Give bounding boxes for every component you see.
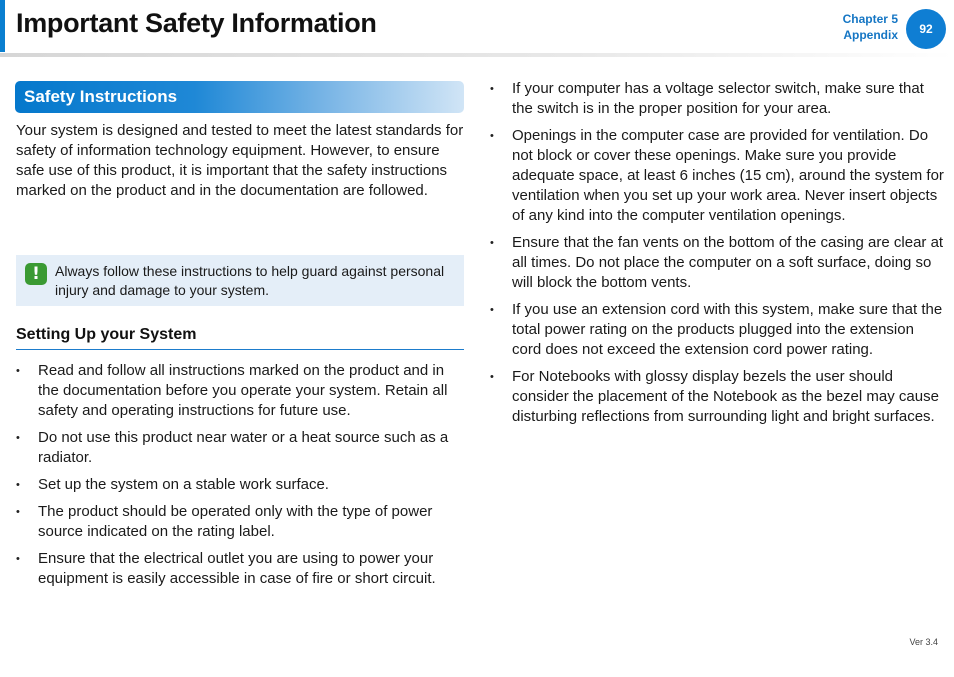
appendix-label: Appendix: [843, 28, 898, 42]
chapter-label: Chapter 5: [842, 12, 898, 26]
subsection-title: Setting Up your System: [16, 326, 197, 343]
page-number-badge: 92: [906, 9, 946, 49]
list-item: • Ensure that the fan vents on the bottom of the casing are clear at all times. Do not place the computer on a soft surface, doing so will block the bottom vents.: [490, 233, 944, 293]
chapter-info: [843, 11, 898, 43]
exclamation-icon: !: [25, 263, 47, 285]
list-item: • Do not use this product near water or a heat source such as a radiator.: [16, 428, 468, 468]
subsection-heading: [16, 326, 464, 350]
intro-paragraph: Your system is designed and tested to meet the latest standards for safety of information technology equipment. However, to ensure safe use of this product, it is important that the safety instructions marked on the product and in the documentation are followed.: [16, 122, 464, 199]
additional-instructions-list: [490, 79, 944, 434]
list-item: • Read and follow all instructions marked on the product and in the documentation before you operate your system. Retain all safety and operating instructions for future use.: [16, 361, 468, 421]
list-item: • If you use an extension cord with this system, make sure that the total power rating on the products plugged into the extension cord does not exceed the extension cord power rating.: [490, 300, 944, 360]
list-item: • If your computer has a voltage selector switch, make sure that the switch is in the proper position for your area.: [490, 79, 944, 119]
section-title: Safety Instructions: [24, 87, 178, 106]
list-item: • For Notebooks with glossy display bezels the user should consider the placement of the Notebook as the bezel may cause disturbing reflections from surrounding light and bright surfaces.: [490, 367, 944, 427]
section-banner: [15, 81, 464, 113]
list-item: • Ensure that the electrical outlet you are using to power your equipment is easily accessible in case of fire or short circuit.: [16, 549, 468, 589]
version-label: Ver 3.4: [909, 637, 938, 647]
setup-instructions-list: [16, 361, 468, 596]
header-accent-bar: [0, 0, 5, 52]
page-title: Important Safety Information: [16, 8, 377, 38]
list-item: • The product should be operated only with the type of power source indicated on the rating label.: [16, 502, 468, 542]
list-item: • Openings in the computer case are provided for ventilation. Do not block or cover these openings. Make sure you provide adequate space, at least 6 inches (15 cm), around the system for ventilation when you set up your work area. Never insert objects of any kind into the computer ventilation openings.: [490, 126, 944, 226]
list-item: • Set up the system on a stable work surface.: [16, 475, 468, 495]
note-box: [16, 255, 464, 306]
note-text: Always follow these instructions to help guard against personal injury and damage to your system.: [55, 263, 445, 298]
header-divider: [0, 53, 954, 57]
